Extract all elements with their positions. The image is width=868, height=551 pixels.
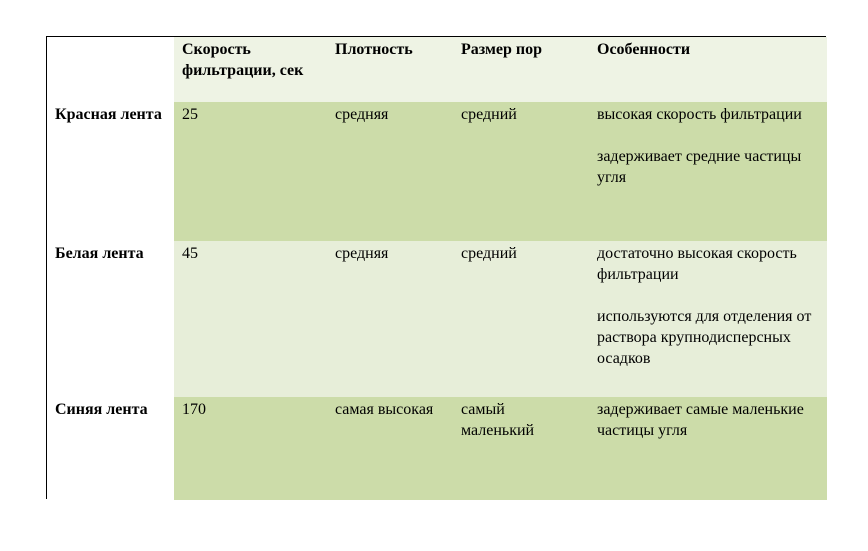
cell-pore-size-white: средний — [453, 241, 589, 397]
row-header-blue: Синяя лента — [47, 397, 174, 500]
header-cell-empty — [47, 37, 174, 102]
header-cell-pore-size: Размер пор — [453, 37, 589, 102]
header-row — [47, 37, 827, 102]
cell-pore-size-red: средний — [453, 102, 589, 241]
cell-notes-blue — [589, 397, 827, 500]
cell-notes-white — [589, 241, 827, 397]
header-cell-notes: Особенности — [589, 37, 827, 102]
table-row-white — [47, 241, 827, 397]
comparison-table — [47, 37, 827, 500]
note-text: достаточно высокая скорость фильтрации — [597, 245, 797, 283]
note-gap — [597, 285, 819, 306]
table-row-blue — [47, 397, 827, 500]
note-gap — [597, 125, 819, 146]
row-header-white: Белая лента — [47, 241, 174, 397]
note-text: высокая скорость фильтрации — [597, 106, 802, 123]
cell-pore-size-blue: самый маленький — [453, 397, 589, 500]
cell-notes-red — [589, 102, 827, 241]
table-row-red — [47, 102, 827, 241]
cell-density-red: средняя — [327, 102, 453, 241]
header-cell-density: Плотность — [327, 37, 453, 102]
cell-speed-blue: 170 — [174, 397, 327, 500]
note-text: задерживает самые маленькие частицы угля — [597, 401, 804, 439]
cell-density-blue: самая высокая — [327, 397, 453, 500]
filter-paper-table — [46, 36, 826, 499]
cell-speed-white: 45 — [174, 241, 327, 397]
cell-density-white: средняя — [327, 241, 453, 397]
header-cell-speed: Скорость фильтрации, сек — [174, 37, 327, 102]
note-text: задерживает средние частицы угля — [597, 148, 802, 186]
row-header-red: Красная лента — [47, 102, 174, 241]
note-text: используются для отделения от раствора крупнодисперсных осадков — [597, 308, 812, 367]
cell-speed-red: 25 — [174, 102, 327, 241]
